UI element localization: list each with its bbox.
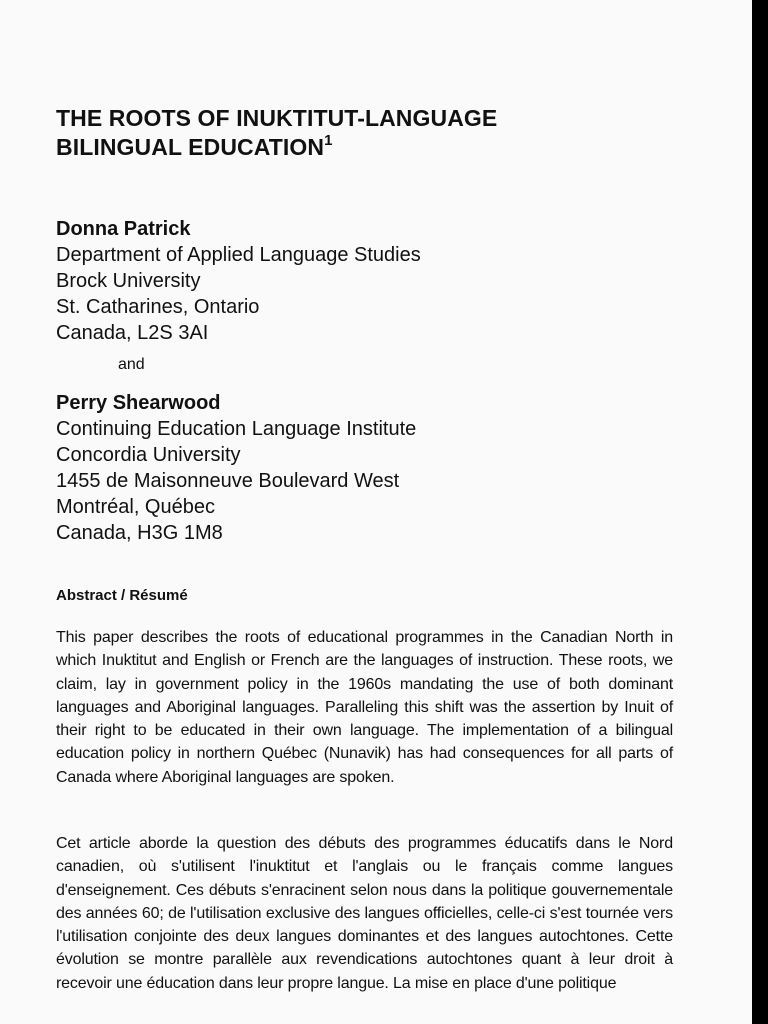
abstract-heading: Abstract / Résumé [56,587,188,604]
authors-block [56,216,716,546]
author-name: Donna Patrick [56,218,191,240]
affiliation-street: 1455 de Maisonneuve Boulevard West [56,470,400,492]
affiliation-city: Montréal, Québec [56,496,215,518]
title-footnote-mark: 1 [324,132,333,149]
affiliation-department: Department of Applied Language Studies [56,244,421,266]
paper-title [56,104,716,162]
title-line-1: THE ROOTS OF INUKTITUT-LANGUAGE [56,105,498,131]
author-1 [56,216,716,346]
title-line-2: BILINGUAL EDUCATION [56,134,325,160]
author-conjunction: and [118,356,145,373]
author-name: Perry Shearwood [56,392,221,414]
affiliation-country: Canada, H3G 1M8 [56,522,223,544]
affiliation-city: St. Catharines, Ontario [56,296,260,318]
abstract-english-paragraph: This paper describes the roots of educational programmes in the Canadian North in which Inuktitut and English or French are the languages of instruction. These roots, we claim, lay in government policy in the 1960s mandating the use of both dominant languages and Aboriginal languages. Paralleling this shift was the assertion by Inuit of their right to be educated in their own language. The implementation of a bilingual education policy in northern Québec (Nunavik) has had consequences for all parts of Canada where Aboriginal languages are spoken. [56,629,673,786]
affiliation-department: Continuing Education Language Institute [56,418,417,440]
affiliation-university: Brock University [56,270,201,292]
author-2 [56,390,716,546]
abstract-french-paragraph: Cet article aborde la question des débuts des programmes éducatifs dans le Nord canadien, où s'utilisent l'inuktitut et l'anglais ou le français comme langues d'enseignement. Ces débuts s'enracinent selon nous dans la politique gouvernementale des années 60; de l'utilisation exclusive des langues officielles, celle-ci s'est tournée vers l'utilisation conjointe des deux langues dominantes et des langues autochtones. Cette évolution se montre parallèle aux revendications autochtones quant à leur droit à recevoir une éducation dans leur propre langue. La mise en place d'une politique [56,835,673,992]
affiliation-university: Concordia University [56,444,241,466]
affiliation-country: Canada, L2S 3AI [56,322,209,344]
